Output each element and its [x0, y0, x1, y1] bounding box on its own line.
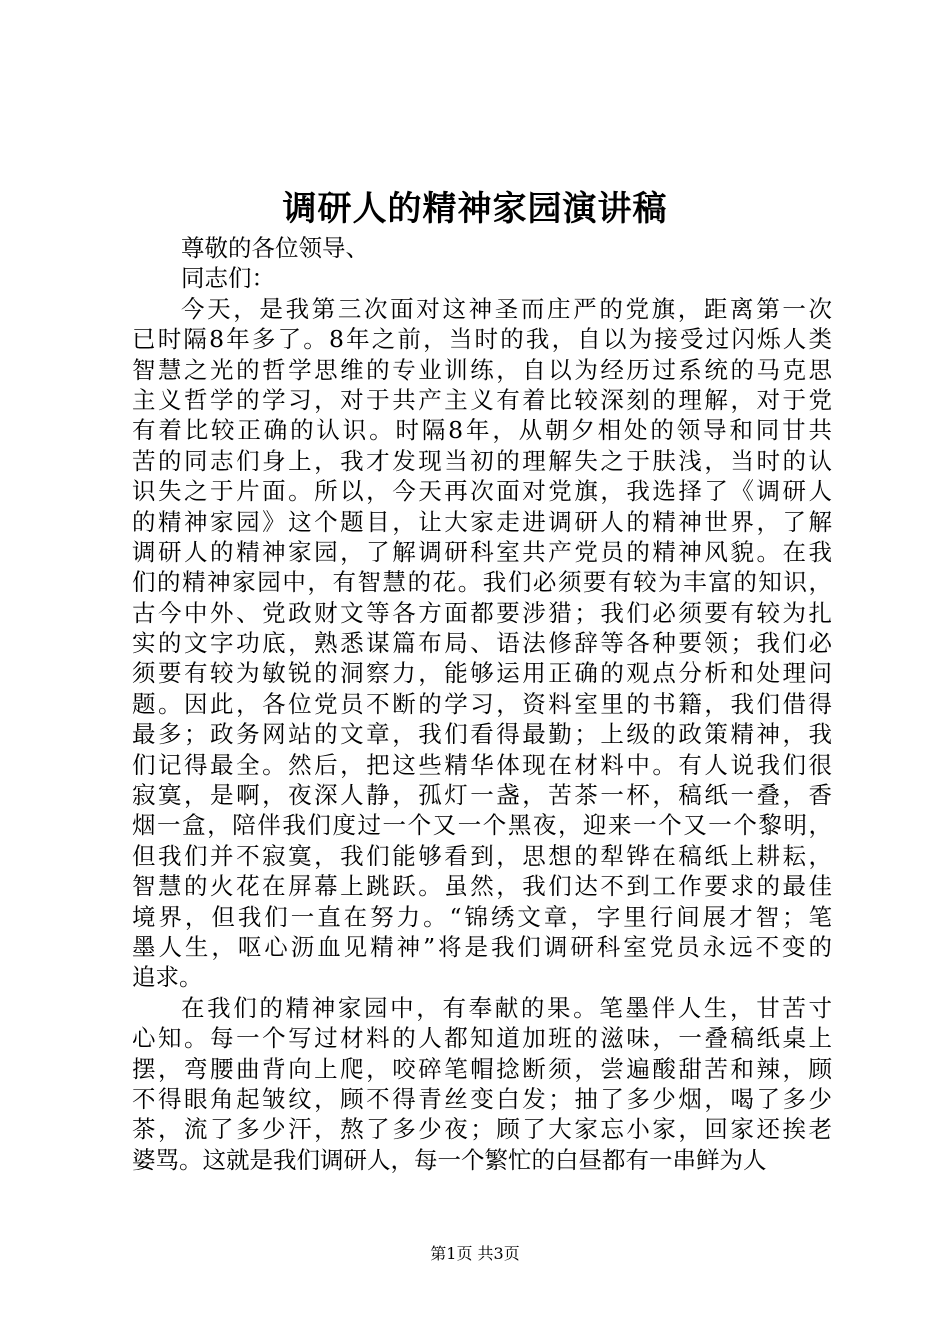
- paragraph-line: 茶，流了多少汗，熬了多少夜；顾了大家忘小家，回家还挨老: [132, 1115, 832, 1144]
- paragraph-line: 主义哲学的学习，对于共产主义有着比较深刻的理解，对于党: [132, 385, 832, 414]
- paragraph-line: 苦的同志们身上，我才发现当初的理解失之于肤浅，当时的认: [132, 446, 832, 475]
- paragraphs-container: [132, 294, 832, 1175]
- paragraph: [132, 993, 832, 1175]
- paragraph-line: 烟一盒，陪伴我们度过一个又一个黑夜，迎来一个又一个黎明，: [132, 811, 832, 840]
- paragraph-line: 题。因此，各位党员不断的学习，资料室里的书籍，我们借得: [132, 689, 832, 718]
- paragraph-line: 在我们的精神家园中，有奉献的果。笔墨伴人生，甘苦寸: [181, 993, 832, 1022]
- greeting-line: 同志们：: [181, 264, 275, 293]
- greeting-line: 尊敬的各位领导、: [181, 234, 369, 262]
- paragraph-line: 摆，弯腰曲背向上爬，咬碎笔帽捻断须，尝遍酸甜苦和辣，顾: [132, 1054, 832, 1083]
- paragraph-line: 们记得最全。然后，把这些精华体现在材料中。有人说我们很: [132, 750, 832, 779]
- document-title: 调研人的精神家园演讲稿: [282, 189, 668, 229]
- paragraph-line: 古今中外、党政财文等各方面都要涉猎；我们必须要有较为扎: [132, 598, 832, 627]
- paragraph-line: 寂寞，是啊，夜深人静，孤灯一盏，苦茶一杯，稿纸一叠，香: [132, 781, 832, 810]
- paragraph-line: 今天，是我第三次面对这神圣而庄严的党旗，距离第一次: [181, 294, 832, 323]
- page-footer: 第1页 共3页: [430, 1244, 520, 1263]
- document-body: [132, 233, 832, 1175]
- paragraph-line: 婆骂。这就是我们调研人，每一个繁忙的白昼都有一串鲜为人: [132, 1145, 767, 1174]
- paragraph-line: 心知。每一个写过材料的人都知道加班的滋味，一叠稿纸桌上: [132, 1024, 832, 1053]
- paragraph-line: 墨人生，呕心沥血见精神”将是我们调研科室党员永远不变的: [132, 932, 832, 961]
- paragraph-line: 须要有较为敏锐的洞察力，能够运用正确的观点分析和处理问: [132, 659, 832, 688]
- paragraph-line: 们的精神家园中，有智慧的花。我们必须要有较为丰富的知识，: [132, 568, 832, 597]
- paragraph-line: 有着比较正确的认识。时隔8年，从朝夕相处的领导和同甘共: [132, 416, 832, 445]
- paragraph-line: 识失之于片面。所以，今天再次面对党旗，我选择了《调研人: [132, 477, 832, 506]
- paragraph-line: 不得眼角起皱纹，顾不得青丝变白发；抽了多少烟，喝了多少: [132, 1084, 832, 1113]
- paragraph-line: 但我们并不寂寞，我们能够看到，思想的犁铧在稿纸上耕耘，: [132, 841, 832, 870]
- paragraph: [132, 294, 832, 993]
- paragraph-line: 最多；政务网站的文章，我们看得最勤；上级的政策精神，我: [132, 720, 832, 749]
- paragraph-line: 实的文字功底，熟悉谋篇布局、语法修辞等各种要领；我们必: [132, 629, 832, 658]
- paragraph-line: 追求。: [132, 963, 203, 992]
- paragraph-line: 调研人的精神家园，了解调研科室共产党员的精神风貌。在我: [132, 537, 832, 566]
- paragraph-line: 的精神家园》这个题目，让大家走进调研人的精神世界，了解: [132, 507, 832, 536]
- paragraph-line: 境界，但我们一直在努力。“锦绣文章，字里行间展才智；笔: [132, 902, 832, 931]
- paragraph-line: 智慧之光的哲学思维的专业训练，自以为经历过系统的马克思: [132, 355, 832, 384]
- paragraph-line: 智慧的火花在屏幕上跳跃。虽然，我们达不到工作要求的最佳: [132, 872, 832, 901]
- paragraph-line: 已时隔8年多了。8年之前，当时的我，自以为接受过闪烁人类: [132, 325, 832, 354]
